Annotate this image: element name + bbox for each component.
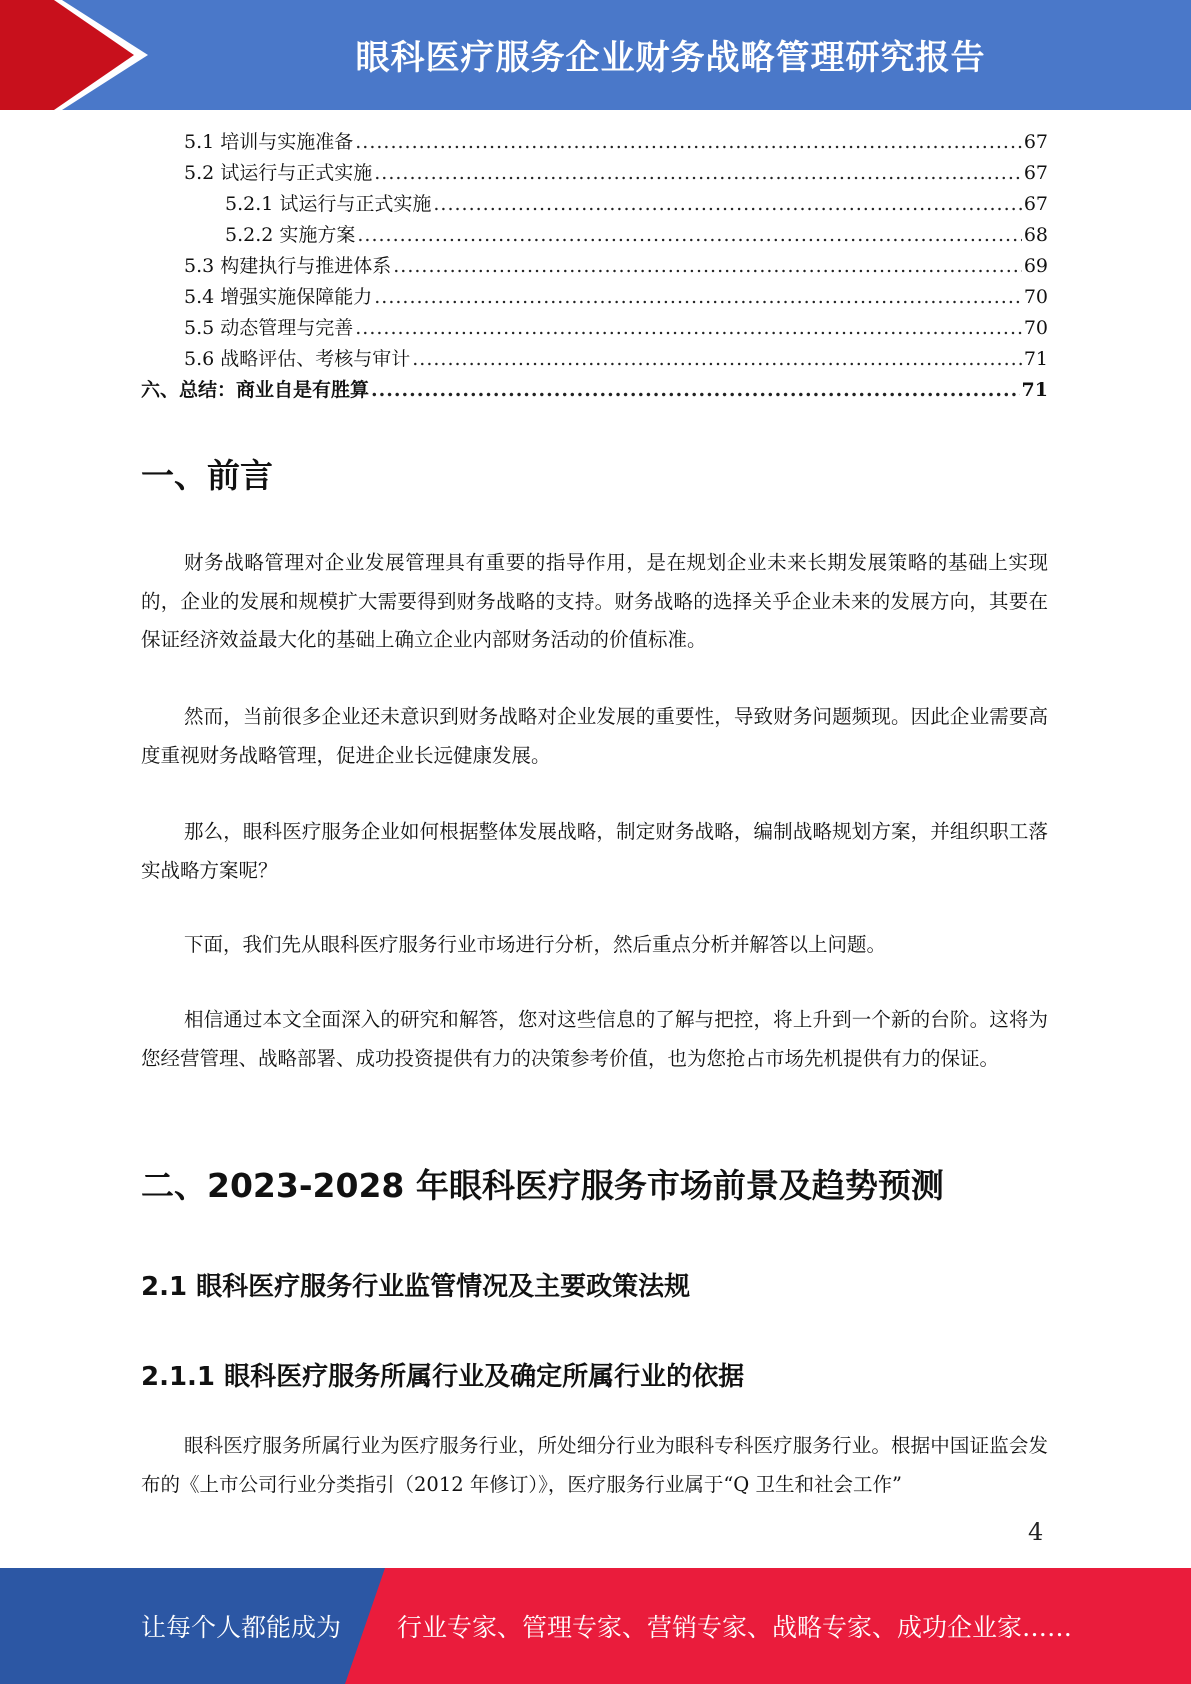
body-paragraph: 眼科医疗服务所属行业为医疗服务行业，所处细分行业为眼科专科医疗服务行业。根据中国证监会发布的《上市公司行业分类指引（2012 年修订）》，医疗服务行业属于“Q 卫生和社会工作” — [141, 1434, 1048, 1496]
toc-entry-label: 5.3 构建执行与推进体系 — [184, 255, 392, 277]
subsection-heading: 2.1 眼科医疗服务行业监管情况及主要政策法规 — [141, 1272, 691, 1302]
header-arrow-icon — [0, 0, 160, 110]
section-heading-preface: 一、前言 — [141, 456, 273, 495]
toc-entry-chapter[interactable] — [141, 375, 1048, 406]
toc-leader-dots — [393, 251, 1022, 282]
toc-entry-label: 5.1 培训与实施准备 — [184, 131, 354, 153]
toc-entry-label: 六、总结：商业自是有胜算 — [141, 379, 370, 401]
toc-entry[interactable] — [141, 344, 1048, 375]
toc-entry-label: 5.2 试运行与正式实施 — [184, 162, 373, 184]
toc-entry[interactable] — [141, 313, 1048, 344]
toc-leader-dots — [371, 375, 1020, 406]
toc-entry-page: 71 — [1023, 348, 1048, 370]
toc-leader-dots — [374, 282, 1022, 313]
toc-entry-page: 67 — [1023, 193, 1048, 215]
toc-entry-label: 5.6 战略评估、考核与审计 — [184, 348, 411, 370]
report-title: 眼科医疗服务企业财务战略管理研究报告 — [355, 38, 986, 78]
toc-entry-page: 67 — [1023, 162, 1048, 184]
toc-entry-label: 5.5 动态管理与完善 — [184, 317, 354, 339]
toc-entry-page: 68 — [1023, 224, 1048, 246]
page-number: 4 — [1028, 1518, 1044, 1546]
toc-entry[interactable] — [141, 158, 1048, 189]
toc-entry[interactable] — [141, 220, 1048, 251]
footer-slogan-left: 让每个人都能成为 — [141, 1613, 342, 1642]
toc-entry-label: 5.4 增强实施保障能力 — [184, 286, 373, 308]
section-heading-market-outlook: 二、2023-2028 年眼科医疗服务市场前景及趋势预测 — [141, 1166, 944, 1205]
body-paragraph: 下面，我们先从眼科医疗服务行业市场进行分析，然后重点分析并解答以上问题。 — [184, 933, 887, 956]
toc-entry-page: 71 — [1021, 379, 1048, 401]
toc-leader-dots — [412, 344, 1022, 375]
toc-leader-dots — [374, 158, 1022, 189]
toc-leader-dots — [357, 220, 1021, 251]
page-header — [0, 0, 1191, 110]
subsection-heading: 2.1.1 眼科医疗服务所属行业及确定所属行业的依据 — [141, 1362, 745, 1392]
footer-slogan-right: 行业专家、管理专家、营销专家、战略专家、成功企业家…… — [397, 1613, 1073, 1642]
page-footer — [0, 1568, 1191, 1684]
toc-entry[interactable] — [141, 282, 1048, 313]
body-paragraph: 然而，当前很多企业还未意识到财务战略对企业发展的重要性，导致财务问题频现。因此企业需要高度重视财务战略管理，促进企业长远健康发展。 — [141, 705, 1048, 767]
toc-leader-dots — [355, 313, 1022, 344]
toc-leader-dots — [433, 189, 1021, 220]
toc-entry-page: 70 — [1023, 286, 1048, 308]
toc-entry[interactable] — [141, 251, 1048, 282]
toc-leader-dots — [355, 127, 1022, 158]
toc-entry-page: 70 — [1023, 317, 1048, 339]
table-of-contents — [141, 127, 1048, 406]
toc-entry-page: 67 — [1023, 131, 1048, 153]
toc-entry-page: 69 — [1023, 255, 1048, 277]
toc-entry-label: 5.2.2 实施方案 — [225, 224, 356, 246]
body-paragraph: 那么，眼科医疗服务企业如何根据整体发展战略，制定财务战略，编制战略规划方案，并组织职工落实战略方案呢？ — [141, 820, 1048, 882]
toc-entry[interactable] — [141, 127, 1048, 158]
body-paragraph: 财务战略管理对企业发展管理具有重要的指导作用，是在规划企业未来长期发展策略的基础上实现的，企业的发展和规模扩大需要得到财务战略的支持。财务战略的选择关乎企业未来的发展方向，其要在保证经济效益最大化的基础上确立企业内部财务活动的价值标准。 — [141, 551, 1048, 651]
body-paragraph: 相信通过本文全面深入的研究和解答，您对这些信息的了解与把控，将上升到一个新的台阶。这将为您经营管理、战略部署、成功投资提供有力的决策参考价值，也为您抢占市场先机提供有力的保证。 — [141, 1008, 1048, 1070]
toc-entry[interactable] — [141, 189, 1048, 220]
toc-entry-label: 5.2.1 试运行与正式实施 — [225, 193, 432, 215]
